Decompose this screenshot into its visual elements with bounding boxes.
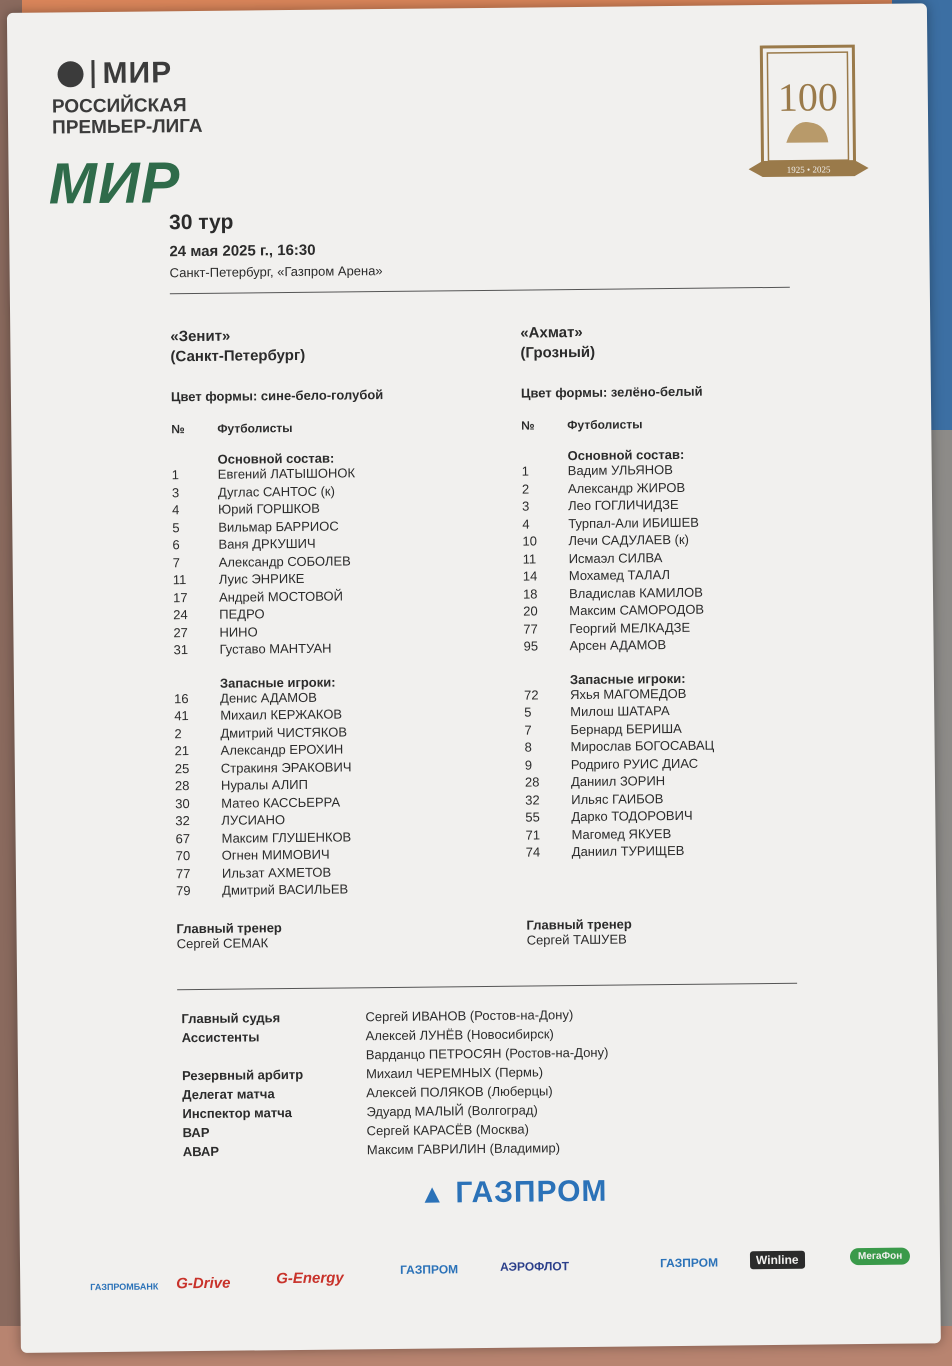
player-number: 10 (522, 533, 538, 549)
player-number: 71 (525, 826, 541, 843)
header-divider (170, 287, 790, 294)
home-team-block (170, 324, 507, 951)
away-col-number: № (521, 418, 535, 433)
sponsor-gazprom-2: ГАЗПРОМ (659, 1255, 719, 1271)
player-name: Ильзат АХМЕТОВ (221, 864, 332, 881)
player-name: Даниил ЗОРИН (570, 773, 666, 790)
player-number: 2 (521, 481, 530, 497)
league-name (52, 95, 203, 139)
home-col-number: № (171, 422, 185, 437)
lion-icon (786, 122, 828, 143)
player-name: Вадим УЛЬЯНОВ (567, 462, 673, 479)
player-number: 7 (524, 722, 532, 738)
emblem-years: 1925 • 2025 (786, 164, 831, 175)
player-name: Исмаэл СИЛВА (568, 549, 663, 566)
player-number: 4 (522, 516, 530, 532)
away-coach-name: Сергей ТАШУЕВ (526, 931, 627, 948)
match-sheet (7, 3, 941, 1353)
player-number: 32 (175, 813, 190, 829)
gazprom-logo (419, 1175, 608, 1211)
player-number: 28 (524, 774, 540, 790)
player-number: 27 (173, 624, 188, 640)
player-number: 9 (524, 757, 533, 773)
player-number: 74 (525, 844, 541, 860)
player-number: 1 (171, 467, 180, 483)
player-number: 17 (172, 589, 188, 605)
sponsor-gazprombank: ГАЗПРОМБАНК (90, 1281, 159, 1293)
player-number: 30 (175, 795, 190, 811)
sponsor-gazprom: ГАЗПРОМ (400, 1262, 459, 1277)
sponsor-winline: Winline (750, 1251, 805, 1270)
player-name: Милош ШАТАРА (570, 703, 670, 720)
away-coach-label: Главный тренер (526, 915, 632, 933)
home-team-name: «Зенит» (170, 327, 231, 346)
home-starting-list (172, 464, 504, 660)
official-role (182, 1045, 362, 1066)
centenary-emblem (747, 42, 869, 191)
player-number: 21 (174, 743, 190, 759)
player-row (526, 841, 826, 862)
player-name: Лечи САДУЛАЕВ (к) (568, 531, 690, 549)
home-coach-label: Главный тренер (176, 919, 282, 936)
player-name: Даниил ТУРИЩЕВ (571, 842, 685, 860)
official-role: Делегат матча (182, 1086, 275, 1103)
official-name: Максим ГАВРИЛИН (Владимир) (366, 1140, 561, 1158)
home-coach-name: Сергей СЕМАК (176, 934, 269, 951)
rpl-divider (91, 60, 94, 88)
player-number: 8 (524, 739, 532, 755)
official-role: Инспектор матча (182, 1105, 293, 1122)
player-name: Яхья МАГОМЕДОВ (569, 685, 687, 702)
player-name: Дмитрий ВАСИЛЬЕВ (222, 881, 349, 898)
player-name: НИНО (219, 623, 258, 640)
player-row (176, 880, 506, 901)
player-number: 18 (522, 585, 538, 602)
player-number: 95 (523, 638, 539, 654)
official-role: Резервный арбитр (181, 1066, 304, 1084)
rpl-brand: МИР (102, 56, 173, 90)
player-name: Густаво МАНТУАН (219, 640, 332, 657)
player-number: 11 (522, 550, 537, 567)
player-number: 24 (173, 607, 188, 623)
home-subs-label: Запасные игроки: (219, 674, 336, 691)
official-role: АВАР (182, 1143, 220, 1160)
player-name: Владислав КАМИЛОВ (568, 584, 703, 601)
player-number: 4 (172, 502, 180, 518)
player-name: Луис ЭНРИКЕ (218, 570, 305, 587)
match-venue: Санкт-Петербург, «Газпром Арена» (169, 263, 383, 281)
player-name: Евгений ЛАТЫШОНОК (217, 465, 356, 482)
player-name: Мохамед ТАЛАЛ (568, 567, 671, 584)
away-column-headers (521, 415, 821, 432)
player-number: 3 (522, 498, 530, 514)
away-subs-label: Запасные игроки: (569, 670, 686, 687)
away-col-players: Футболисты (567, 417, 643, 433)
player-number: 32 (525, 791, 540, 808)
player-number: 5 (172, 519, 180, 535)
player-number: 31 (173, 642, 189, 658)
player-number: 6 (172, 537, 180, 553)
official-role: Ассистенты (181, 1029, 260, 1046)
player-name: Максим САМОРОДОВ (569, 601, 705, 619)
player-number: 14 (522, 568, 538, 584)
player-number: 11 (172, 572, 187, 588)
rpl-ball-icon (57, 61, 83, 87)
away-subs-list (524, 684, 826, 862)
player-name: Бернард БЕРИША (570, 720, 682, 737)
home-starting-label: Основной состав: (217, 450, 335, 467)
player-name: Дарко ТОДОРОВИЧ (571, 807, 693, 825)
player-name: Андрей МОСТОВОЙ (218, 587, 343, 605)
player-number: 77 (175, 865, 191, 881)
match-round: 30 тур (168, 210, 234, 235)
gazprom-flame-icon: ▲ (419, 1178, 447, 1209)
away-team-city: (Грозный) (520, 343, 596, 362)
league-name-line1: РОССИЙСКАЯ (51, 95, 187, 118)
player-number: 1 (521, 463, 530, 479)
official-roles (181, 1007, 363, 1161)
official-name: Михаил ЧЕРЕМНЫХ (Пермь) (365, 1064, 544, 1082)
officials-divider (177, 983, 797, 990)
away-kit-color: Цвет формы: зелёно-белый (520, 383, 703, 401)
official-name: Сергей КАРАСЁВ (Москва) (366, 1121, 529, 1139)
player-name: ЛУСИАНО (221, 812, 286, 828)
player-name: Максим ГЛУШЕНКОВ (221, 828, 352, 846)
home-kit-color: Цвет формы: сине-бело-голубой (170, 387, 384, 405)
player-name: Александр ЕРОХИН (220, 741, 344, 758)
away-team-block (520, 320, 827, 947)
player-row (523, 635, 823, 656)
player-name: ПЕДРО (219, 606, 265, 622)
player-name: Матео КАССЬЕРРА (221, 794, 341, 811)
player-name: Магомед ЯКУЕВ (571, 825, 672, 842)
player-number: 55 (525, 809, 540, 825)
official-name: Сергей ИВАНОВ (Ростов-на-Дону) (365, 1007, 574, 1025)
player-name: Денис АДАМОВ (220, 689, 317, 706)
player-name: Нуралы АЛИП (220, 776, 308, 793)
player-name: Арсен АДАМОВ (569, 637, 667, 654)
sponsor-genergy: G-Energy (276, 1269, 344, 1288)
player-name: Дмитрий ЧИСТЯКОВ (220, 723, 348, 741)
home-subs-list (174, 687, 506, 900)
sponsor-aeroflot: АЭРОФЛОТ (499, 1259, 570, 1274)
player-number: 16 (174, 690, 189, 706)
match-date: 24 мая 2025 г., 16:30 (169, 241, 316, 261)
player-row (174, 639, 504, 660)
sponsor-strip (80, 1243, 941, 1312)
player-name: Александр ЖИРОВ (567, 479, 686, 496)
rpl-logo (57, 56, 172, 91)
gazprom-name: ГАЗПРОМ (455, 1174, 608, 1210)
away-starting-list (522, 460, 824, 656)
player-name: Дуглас САНТОС (к) (217, 483, 335, 500)
player-name: Юрий ГОРШКОВ (218, 500, 320, 517)
league-name-line2: ПРЕМЬЕР-ЛИГА (52, 115, 203, 139)
away-starting-label: Основной состав: (567, 446, 685, 464)
player-name: Вильмар БАРРИОС (218, 518, 339, 535)
player-number: 3 (171, 484, 180, 500)
official-name: Алексей ЛУНЁВ (Новосибирск) (365, 1026, 554, 1044)
player-name: Ильяс ГАИБОВ (571, 790, 664, 807)
home-col-players: Футболисты (217, 420, 293, 436)
official-names (365, 1003, 787, 1159)
player-number: 70 (175, 848, 191, 864)
player-number: 25 (174, 760, 190, 776)
player-number: 28 (174, 778, 190, 794)
player-name: Стракиня ЭРАКОВИЧ (220, 758, 352, 776)
player-name: Александр СОБОЛЕВ (218, 552, 351, 570)
player-name: Турпал-Али ИБИШЕВ (568, 514, 699, 531)
player-number: 5 (524, 704, 532, 720)
official-name: Варданцо ПЕТРОСЯН (Ростов-на-Дону) (365, 1044, 609, 1063)
home-team-city: (Санкт-Петербург) (170, 346, 306, 366)
home-column-headers (171, 419, 501, 436)
player-number: 79 (176, 883, 191, 899)
official-role: ВАР (182, 1124, 210, 1141)
sponsor-gdrive: G-Drive (176, 1274, 231, 1293)
player-number: 41 (174, 708, 189, 724)
player-number: 72 (523, 686, 539, 703)
mir-logo: МИР (48, 150, 181, 217)
player-number: 2 (174, 725, 182, 741)
player-number: 67 (175, 830, 191, 846)
player-number: 7 (172, 554, 180, 570)
player-name: Михаил КЕРЖАКОВ (220, 706, 343, 723)
official-name: Алексей ПОЛЯКОВ (Люберцы) (366, 1083, 553, 1101)
player-name: Ваня ДРКУШИЧ (218, 535, 316, 552)
player-number: 77 (523, 620, 538, 637)
player-number: 20 (523, 603, 538, 619)
away-team-name: «Ахмат» (520, 323, 583, 342)
player-name: Мирослав БОГОСАВАЦ (570, 737, 715, 755)
sponsor-megafon: МегаФон (850, 1248, 910, 1266)
official-name: Эдуард МАЛЫЙ (Волгоград) (366, 1102, 538, 1120)
player-name: Родриго РУИС ДИАС (570, 755, 699, 772)
player-name: Огнен МИМОВИЧ (221, 846, 330, 863)
player-name: Лео ГОГЛИЧИДЗЕ (568, 496, 679, 514)
emblem-number: 100 (777, 74, 839, 120)
player-name: Георгий МЕЛКАДЗЕ (569, 619, 691, 636)
official-role: Главный судья (181, 1010, 281, 1027)
